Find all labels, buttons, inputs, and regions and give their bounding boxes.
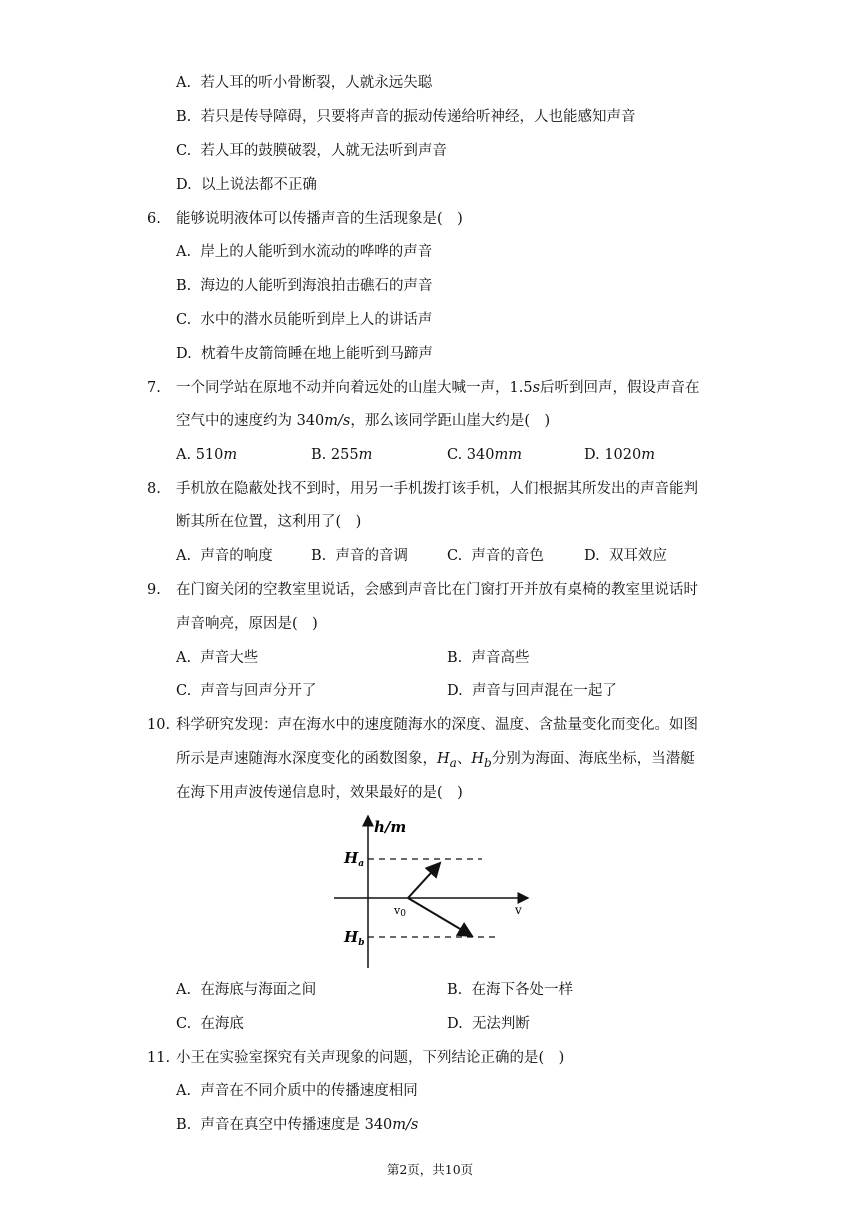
stem-text: 所示是声速随海水深度变化的函数图象， xyxy=(176,751,437,767)
question-stem-line-2 xyxy=(176,749,695,773)
question-stem-line-1: 科学研究发现：声在海水中的速度随海水的深度、温度、含盐量变化而变化。如图 xyxy=(176,717,698,733)
diagram-svg xyxy=(330,810,540,970)
q7-option-b xyxy=(311,445,372,465)
q7-option-c xyxy=(447,445,522,465)
question-number: 8. xyxy=(147,481,161,497)
q7-option-a xyxy=(176,445,237,465)
option-text: 双耳效应 xyxy=(608,548,667,564)
option-text: 声音与回声分开了 xyxy=(200,683,317,699)
option-letter: A. xyxy=(176,244,192,260)
stem-text: 分别为海面、海底坐标，当潜艇 xyxy=(491,751,695,767)
q9-option-b xyxy=(447,648,529,668)
question-number: 9. xyxy=(147,582,161,598)
option-letter: A. xyxy=(176,982,192,998)
speed-curve-lower xyxy=(408,898,472,936)
question-number: 11. xyxy=(147,1050,171,1066)
option-letter: B. xyxy=(311,447,327,463)
q6-option-a xyxy=(176,242,432,262)
option-letter: B. xyxy=(311,548,327,564)
q6-option-b xyxy=(176,276,432,296)
option-letter: D. xyxy=(584,447,600,463)
question-stem-line-2: 断其所在位置，这利用了( ) xyxy=(176,514,362,530)
page-footer: 第2页，共10页 xyxy=(386,1162,474,1177)
stem-unit: m/s xyxy=(324,413,351,429)
option-value: 255 xyxy=(330,447,359,463)
option-letter: C. xyxy=(447,548,463,564)
q8-option-b xyxy=(311,546,408,566)
q7-option-d xyxy=(584,445,655,465)
q8-option-a xyxy=(176,546,273,566)
option-text: 声音与回声混在一起了 xyxy=(471,683,617,699)
q5-option-c xyxy=(176,141,447,161)
option-letter: A. xyxy=(176,75,192,91)
option-unit: mm xyxy=(494,447,522,463)
option-text: 声音的音调 xyxy=(335,548,408,564)
q8-option-d xyxy=(584,546,667,566)
option-letter: B. xyxy=(176,1117,192,1133)
option-letter: B. xyxy=(176,278,192,294)
q9-option-d xyxy=(447,681,617,701)
option-letter: B. xyxy=(176,109,192,125)
option-letter: C. xyxy=(176,683,192,699)
option-text: 声音高些 xyxy=(471,650,530,666)
stem-text: 空气中的速度约为 xyxy=(176,413,292,429)
q10-option-d xyxy=(447,1014,530,1034)
option-text: 以上说法都不正确 xyxy=(200,177,317,193)
option-value: 1020 xyxy=(604,447,642,463)
speed-curve-upper xyxy=(408,863,440,898)
q10-option-c xyxy=(176,1014,244,1034)
stem-value: 1.5 xyxy=(509,380,533,396)
option-unit: m/s xyxy=(392,1117,419,1133)
option-letter: A. xyxy=(176,548,192,564)
option-text: 若只是传导障碍，只要将声音的振动传递给听神经，人也能感知声音 xyxy=(200,109,636,125)
q11-option-b xyxy=(176,1115,418,1135)
stem-subscript: b xyxy=(484,755,492,770)
stem-symbol: H xyxy=(437,751,450,767)
option-text: 无法判断 xyxy=(471,1016,530,1032)
option-text: 在海底与海面之间 xyxy=(200,982,317,998)
option-letter: D. xyxy=(447,1016,463,1032)
q5-option-b xyxy=(176,107,635,127)
option-text: 水中的潜水员能听到岸上人的讲话声 xyxy=(200,312,433,328)
q6-option-c xyxy=(176,310,432,330)
question-stem-line-3: 在海下用声波传递信息时，效果最好的是( ) xyxy=(176,785,463,801)
option-letter: A. xyxy=(176,1083,192,1099)
option-unit: m xyxy=(358,447,373,463)
question-number: 10. xyxy=(147,717,171,733)
option-text: 声音在不同介质中的传播速度相同 xyxy=(200,1083,418,1099)
question-stem: 小王在实验室探究有关声现象的问题，下列结论正确的是( ) xyxy=(176,1050,565,1066)
question-stem-line-1: 手机放在隐蔽处找不到时，用另一手机拨打该手机，人们根据其所发出的声音能判 xyxy=(176,481,698,497)
stem-symbol: H xyxy=(471,751,485,767)
q10-option-b xyxy=(447,980,573,1000)
question-stem-line-1: 在门窗关闭的空教室里说话，会感到声音比在门窗打开并放有桌椅的教室里说话时 xyxy=(176,582,698,598)
question-number: 7. xyxy=(147,380,161,396)
question-stem-line-2 xyxy=(176,411,550,431)
x-axis-label: v xyxy=(515,903,522,917)
option-text: 声音在真空中传播速度是 xyxy=(200,1117,360,1133)
option-text: 若人耳的鼓膜破裂，人就无法听到声音 xyxy=(200,143,447,159)
q9-option-c xyxy=(176,681,316,701)
option-letter: B. xyxy=(447,650,463,666)
option-letter: D. xyxy=(176,177,192,193)
stem-text: 后听到回声，假设声音在 xyxy=(540,380,700,396)
stem-text: ，那么该同学距山崖大约是( ) xyxy=(350,413,551,429)
option-unit: m xyxy=(223,447,238,463)
option-value: 340 xyxy=(364,1117,393,1133)
option-letter: A. xyxy=(176,447,192,463)
option-letter: D. xyxy=(447,683,463,699)
stem-subscript: a xyxy=(449,755,457,770)
q11-option-a xyxy=(176,1081,418,1101)
option-unit: m xyxy=(641,447,655,463)
option-letter: D. xyxy=(584,548,600,564)
option-text: 岸上的人能听到水流动的哗哗的声音 xyxy=(200,244,433,260)
option-text: 声音的音色 xyxy=(471,548,544,564)
question-stem-line-2: 声音响亮，原因是( ) xyxy=(176,616,318,632)
hb-label: $H_b$ xyxy=(344,928,365,948)
q9-option-a xyxy=(176,648,258,668)
stem-value: 340 xyxy=(296,413,325,429)
option-value: 340 xyxy=(466,447,495,463)
question-stem-line-1 xyxy=(176,378,700,398)
question-number: 6. xyxy=(147,211,161,227)
q5-option-a xyxy=(176,73,432,93)
stem-unit: s xyxy=(532,380,541,396)
option-text: 枕着牛皮箭筒睡在地上能听到马蹄声 xyxy=(200,346,433,362)
option-letter: C. xyxy=(176,143,192,159)
option-letter: C. xyxy=(176,1016,192,1032)
y-axis-label: h/m xyxy=(374,818,407,836)
ha-label: $H_a$ xyxy=(344,849,365,869)
option-text: 声音大些 xyxy=(200,650,259,666)
option-letter: C. xyxy=(176,312,192,328)
q5-option-d xyxy=(176,175,317,195)
option-text: 声音的响度 xyxy=(200,548,273,564)
question-stem: 能够说明液体可以传播声音的生活现象是( ) xyxy=(176,211,463,227)
sound-speed-depth-diagram xyxy=(330,810,540,970)
q8-option-c xyxy=(447,546,544,566)
stem-text: 一个同学站在原地不动并向着远处的山崖大喊一声， xyxy=(176,380,510,396)
stem-text: 、 xyxy=(456,751,472,767)
option-text: 在海下各处一样 xyxy=(471,982,573,998)
option-text: 海边的人能听到海浪拍击礁石的声音 xyxy=(200,278,433,294)
option-letter: D. xyxy=(176,346,192,362)
q10-option-a xyxy=(176,980,316,1000)
option-letter: B. xyxy=(447,982,463,998)
option-text: 若人耳的听小骨断裂，人就永远失聪 xyxy=(200,75,433,91)
option-value: 510 xyxy=(195,447,224,463)
origin-label: v0 xyxy=(394,904,406,919)
option-letter: A. xyxy=(176,650,192,666)
option-text: 在海底 xyxy=(200,1016,244,1032)
q6-option-d xyxy=(176,344,433,364)
option-letter: C. xyxy=(447,447,463,463)
